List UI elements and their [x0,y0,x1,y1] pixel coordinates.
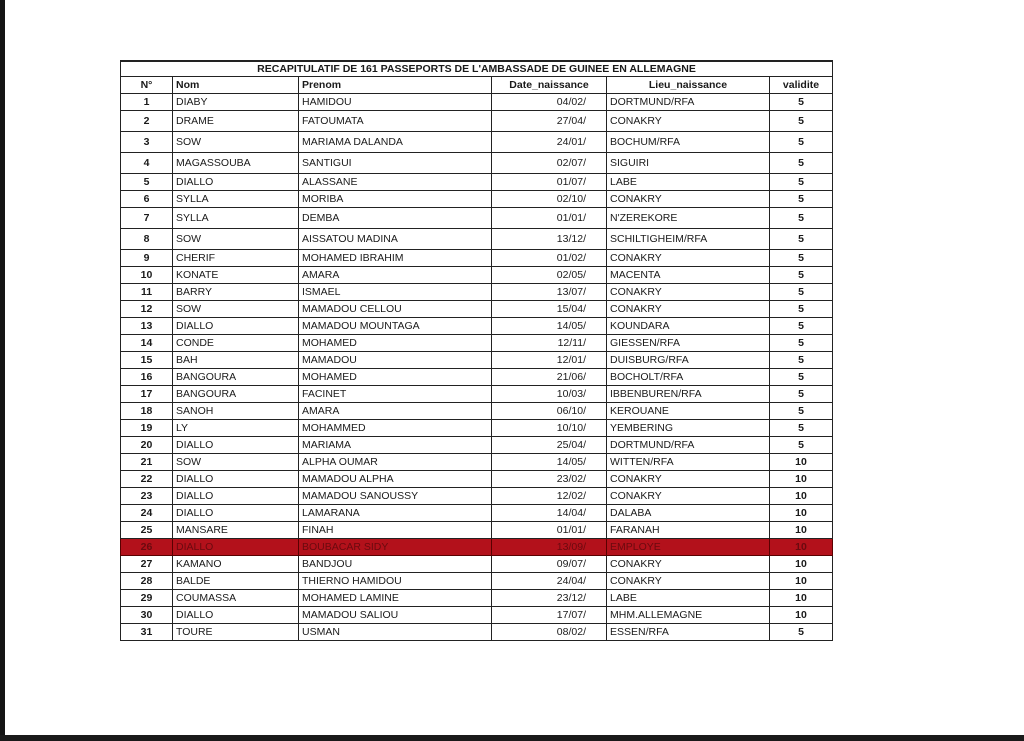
cell-validite: 10 [770,522,833,539]
cell-prenom: SANTIGUI [299,153,492,174]
cell-date-naissance: 02/10/ [492,191,607,208]
cell-prenom: MAMADOU ALPHA [299,471,492,488]
cell-validite: 10 [770,573,833,590]
cell-date-naissance: 08/02/ [492,624,607,641]
cell-validite: 5 [770,318,833,335]
cell-number: 12 [121,301,173,318]
cell-number: 20 [121,437,173,454]
passport-table [120,60,833,641]
cell-date-naissance: 12/11/ [492,335,607,352]
cell-nom: DIALLO [173,437,299,454]
table-row [121,174,833,191]
cell-lieu-naissance: SCHILTIGHEIM/RFA [607,229,770,250]
cell-validite: 10 [770,539,833,556]
cell-lieu-naissance: SIGUIRI [607,153,770,174]
cell-validite: 10 [770,505,833,522]
cell-lieu-naissance: DORTMUND/RFA [607,437,770,454]
cell-validite: 5 [770,420,833,437]
cell-nom: COUMASSA [173,590,299,607]
cell-prenom: MOHAMMED [299,420,492,437]
cell-prenom: MARIAMA [299,437,492,454]
table-row [121,335,833,352]
scan-edge-left [0,0,5,741]
table-row [121,352,833,369]
cell-prenom: MAMADOU [299,352,492,369]
cell-validite: 10 [770,590,833,607]
cell-prenom: MORIBA [299,191,492,208]
cell-lieu-naissance: CONAKRY [607,191,770,208]
cell-prenom: AMARA [299,403,492,420]
table-row [121,386,833,403]
cell-validite: 5 [770,94,833,111]
cell-nom: SANOH [173,403,299,420]
cell-lieu-naissance: YEMBERING [607,420,770,437]
cell-prenom: BANDJOU [299,556,492,573]
cell-lieu-naissance: EMPLOYE [607,539,770,556]
cell-number: 1 [121,94,173,111]
cell-nom: KONATE [173,267,299,284]
col-header-date: Date_naissance [492,77,607,94]
cell-lieu-naissance: GIESSEN/RFA [607,335,770,352]
cell-nom: DIALLO [173,471,299,488]
cell-number: 27 [121,556,173,573]
table-row [121,191,833,208]
cell-prenom: BOUBACAR SIDY [299,539,492,556]
cell-lieu-naissance: KOUNDARA [607,318,770,335]
cell-validite: 10 [770,471,833,488]
cell-lieu-naissance: N'ZEREKORE [607,208,770,229]
cell-lieu-naissance: CONAKRY [607,301,770,318]
cell-validite: 5 [770,624,833,641]
cell-lieu-naissance: WITTEN/RFA [607,454,770,471]
cell-lieu-naissance: CONAKRY [607,488,770,505]
cell-lieu-naissance: CONAKRY [607,111,770,132]
table-row [121,624,833,641]
cell-validite: 5 [770,352,833,369]
table-row [121,420,833,437]
cell-validite: 5 [770,111,833,132]
cell-nom: BANGOURA [173,369,299,386]
cell-date-naissance: 09/07/ [492,556,607,573]
cell-number: 16 [121,369,173,386]
cell-date-naissance: 01/01/ [492,208,607,229]
cell-lieu-naissance: FARANAH [607,522,770,539]
header-row [121,77,833,94]
cell-date-naissance: 12/02/ [492,488,607,505]
cell-validite: 5 [770,174,833,191]
scan-edge-bottom [0,735,1024,741]
table-row [121,437,833,454]
cell-date-naissance: 15/04/ [492,301,607,318]
cell-date-naissance: 24/01/ [492,132,607,153]
cell-number: 8 [121,229,173,250]
cell-date-naissance: 04/02/ [492,94,607,111]
cell-prenom: MAMADOU MOUNTAGA [299,318,492,335]
cell-nom: DIALLO [173,488,299,505]
cell-prenom: ALASSANE [299,174,492,191]
cell-validite: 5 [770,301,833,318]
cell-lieu-naissance: DALABA [607,505,770,522]
cell-date-naissance: 14/04/ [492,505,607,522]
cell-number: 25 [121,522,173,539]
table-row [121,111,833,132]
table-row [121,94,833,111]
cell-prenom: AMARA [299,267,492,284]
cell-number: 17 [121,386,173,403]
cell-date-naissance: 02/05/ [492,267,607,284]
cell-prenom: HAMIDOU [299,94,492,111]
cell-lieu-naissance: CONAKRY [607,573,770,590]
cell-nom: DRAME [173,111,299,132]
cell-date-naissance: 13/12/ [492,229,607,250]
cell-number: 13 [121,318,173,335]
cell-prenom: FACINET [299,386,492,403]
cell-lieu-naissance: BOCHUM/RFA [607,132,770,153]
cell-lieu-naissance: LABE [607,174,770,191]
cell-date-naissance: 14/05/ [492,318,607,335]
col-header-nom: Nom [173,77,299,94]
cell-date-naissance: 06/10/ [492,403,607,420]
cell-lieu-naissance: ESSEN/RFA [607,624,770,641]
cell-date-naissance: 02/07/ [492,153,607,174]
cell-prenom: FATOUMATA [299,111,492,132]
cell-number: 6 [121,191,173,208]
cell-number: 9 [121,250,173,267]
cell-nom: BANGOURA [173,386,299,403]
col-header-lieu: Lieu_naissance [607,77,770,94]
cell-date-naissance: 10/10/ [492,420,607,437]
cell-prenom: MARIAMA DALANDA [299,132,492,153]
col-header-validite: validite [770,77,833,94]
cell-nom: SOW [173,301,299,318]
cell-nom: DIABY [173,94,299,111]
table-row [121,318,833,335]
cell-number: 19 [121,420,173,437]
cell-number: 2 [121,111,173,132]
cell-number: 21 [121,454,173,471]
cell-nom: SYLLA [173,191,299,208]
cell-number: 18 [121,403,173,420]
cell-nom: DIALLO [173,539,299,556]
table-row [121,153,833,174]
cell-number: 7 [121,208,173,229]
cell-date-naissance: 23/02/ [492,471,607,488]
cell-number: 26 [121,539,173,556]
cell-nom: MAGASSOUBA [173,153,299,174]
cell-lieu-naissance: CONAKRY [607,556,770,573]
col-header-prenom: Prenom [299,77,492,94]
cell-validite: 5 [770,267,833,284]
table-row [121,505,833,522]
cell-nom: LY [173,420,299,437]
cell-validite: 5 [770,229,833,250]
cell-nom: SYLLA [173,208,299,229]
table-row [121,590,833,607]
cell-nom: BALDE [173,573,299,590]
cell-lieu-naissance: BOCHOLT/RFA [607,369,770,386]
cell-lieu-naissance: DORTMUND/RFA [607,94,770,111]
cell-number: 30 [121,607,173,624]
cell-number: 11 [121,284,173,301]
cell-lieu-naissance: DUISBURG/RFA [607,352,770,369]
cell-lieu-naissance: CONAKRY [607,471,770,488]
cell-prenom: MAMADOU SALIOU [299,607,492,624]
cell-nom: KAMANO [173,556,299,573]
cell-date-naissance: 14/05/ [492,454,607,471]
cell-number: 29 [121,590,173,607]
cell-prenom: MAMADOU CELLOU [299,301,492,318]
cell-prenom: MOHAMED [299,369,492,386]
cell-nom: TOURE [173,624,299,641]
col-header-no: N° [121,77,173,94]
cell-nom: DIALLO [173,318,299,335]
cell-date-naissance: 01/02/ [492,250,607,267]
cell-prenom: MAMADOU SANOUSSY [299,488,492,505]
cell-number: 14 [121,335,173,352]
cell-number: 24 [121,505,173,522]
cell-validite: 5 [770,132,833,153]
cell-validite: 5 [770,403,833,420]
cell-nom: DIALLO [173,505,299,522]
cell-nom: SOW [173,132,299,153]
cell-date-naissance: 23/12/ [492,590,607,607]
cell-number: 31 [121,624,173,641]
cell-date-naissance: 13/07/ [492,284,607,301]
cell-number: 4 [121,153,173,174]
table-row [121,556,833,573]
cell-nom: MANSARE [173,522,299,539]
cell-number: 3 [121,132,173,153]
cell-prenom: AISSATOU MADINA [299,229,492,250]
cell-lieu-naissance: MHM.ALLEMAGNE [607,607,770,624]
title-row [121,61,833,77]
cell-prenom: ISMAEL [299,284,492,301]
cell-prenom: USMAN [299,624,492,641]
cell-validite: 5 [770,284,833,301]
cell-date-naissance: 25/04/ [492,437,607,454]
cell-validite: 5 [770,437,833,454]
cell-lieu-naissance: IBBENBUREN/RFA [607,386,770,403]
cell-number: 22 [121,471,173,488]
table-row [121,229,833,250]
table-row [121,132,833,153]
table-row [121,607,833,624]
cell-prenom: FINAH [299,522,492,539]
cell-prenom: DEMBA [299,208,492,229]
cell-lieu-naissance: LABE [607,590,770,607]
cell-nom: SOW [173,229,299,250]
cell-date-naissance: 01/01/ [492,522,607,539]
cell-lieu-naissance: CONAKRY [607,284,770,301]
cell-lieu-naissance: CONAKRY [607,250,770,267]
cell-validite: 5 [770,191,833,208]
cell-prenom: MOHAMED [299,335,492,352]
cell-date-naissance: 17/07/ [492,607,607,624]
cell-validite: 5 [770,250,833,267]
cell-prenom: MOHAMED IBRAHIM [299,250,492,267]
cell-validite: 10 [770,454,833,471]
table-row [121,267,833,284]
table-row [121,301,833,318]
table-row [121,208,833,229]
table-row [121,539,833,556]
cell-lieu-naissance: KEROUANE [607,403,770,420]
table-row [121,573,833,590]
cell-date-naissance: 24/04/ [492,573,607,590]
cell-validite: 5 [770,386,833,403]
cell-nom: DIALLO [173,174,299,191]
table-title: RECAPITULATIF DE 161 PASSEPORTS DE L'AMBASSADE DE GUINEE EN ALLEMAGNE [121,61,833,77]
cell-validite: 10 [770,488,833,505]
cell-date-naissance: 01/07/ [492,174,607,191]
cell-prenom: THIERNO HAMIDOU [299,573,492,590]
cell-date-naissance: 12/01/ [492,352,607,369]
cell-nom: BARRY [173,284,299,301]
cell-number: 15 [121,352,173,369]
cell-nom: SOW [173,454,299,471]
cell-date-naissance: 27/04/ [492,111,607,132]
cell-number: 28 [121,573,173,590]
cell-validite: 5 [770,208,833,229]
table-row [121,488,833,505]
cell-validite: 10 [770,607,833,624]
table-row [121,522,833,539]
cell-prenom: ALPHA OUMAR [299,454,492,471]
cell-nom: BAH [173,352,299,369]
cell-number: 23 [121,488,173,505]
cell-validite: 5 [770,335,833,352]
cell-validite: 5 [770,369,833,386]
cell-lieu-naissance: MACENTA [607,267,770,284]
table-row [121,284,833,301]
cell-prenom: MOHAMED LAMINE [299,590,492,607]
table-row [121,403,833,420]
cell-validite: 10 [770,556,833,573]
cell-date-naissance: 21/06/ [492,369,607,386]
table-row [121,250,833,267]
cell-date-naissance: 13/09/ [492,539,607,556]
table-row [121,471,833,488]
cell-nom: CHERIF [173,250,299,267]
cell-number: 5 [121,174,173,191]
cell-nom: CONDE [173,335,299,352]
cell-date-naissance: 10/03/ [492,386,607,403]
cell-prenom: LAMARANA [299,505,492,522]
cell-number: 10 [121,267,173,284]
passport-sheet [120,60,832,641]
table-row [121,369,833,386]
table-row [121,454,833,471]
cell-validite: 5 [770,153,833,174]
cell-nom: DIALLO [173,607,299,624]
